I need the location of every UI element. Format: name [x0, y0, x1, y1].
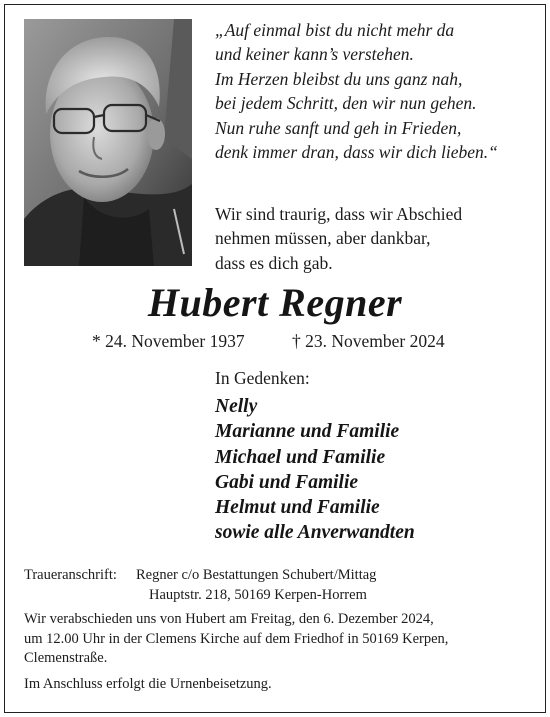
poem-line: Nun ruhe sanft und geh in Frieden, — [215, 117, 462, 138]
mourner-name: sowie alle Anverwandten — [215, 522, 415, 544]
birth-date: * 24. November 1937 — [92, 331, 245, 351]
service-line: Clemenstraße. — [24, 650, 108, 666]
in-memory-label: In Gedenken: — [215, 368, 310, 388]
burial-note: Im Anschluss erfolgt die Urnenbeisetzung. — [24, 676, 272, 692]
address-line: Regner c/o Bestattungen Schubert/Mittag — [136, 567, 377, 583]
farewell-line: dass es dich gab. — [215, 252, 333, 273]
mourner-name: Gabi und Familie — [215, 471, 359, 493]
poem-line: denk immer dran, dass wir dich lieben.“ — [215, 142, 498, 163]
service-details — [24, 610, 448, 669]
death-date: † 23. November 2024 — [292, 331, 445, 351]
poem-line: Im Herzen bleibst du uns ganz nah, — [215, 68, 463, 89]
address-line: Hauptstr. 218, 50169 Kerpen-Horrem — [149, 586, 367, 603]
mourner-name: Nelly — [215, 396, 258, 417]
mourning-address — [136, 566, 376, 605]
deceased-name: Hubert Regner — [147, 280, 403, 325]
mourners-list — [215, 394, 415, 546]
portrait-photo — [24, 19, 192, 266]
mourner-name: Helmut und Familie — [215, 497, 380, 519]
service-line: um 12.00 Uhr in der Clemens Kirche auf dem Friedhof in 50169 Kerpen, — [24, 630, 449, 647]
mourner-name: Michael und Familie — [215, 446, 386, 468]
service-line: Wir verabschieden uns von Hubert am Freitag, den 6. Dezember 2024, — [24, 611, 434, 627]
farewell-text — [215, 202, 462, 275]
poem-line: bei jedem Schritt, den wir nun gehen. — [215, 93, 477, 114]
address-label: Traueranschrift: — [24, 567, 117, 583]
memorial-poem — [215, 18, 498, 164]
poem-line: „Auf einmal bist du nicht mehr da — [215, 20, 455, 40]
farewell-line: Wir sind traurig, dass wir Abschied — [215, 204, 463, 224]
poem-line: und keiner kann’s verstehen. — [215, 44, 414, 65]
farewell-line: nehmen müssen, aber dankbar, — [215, 228, 431, 249]
mourner-name: Marianne und Familie — [215, 421, 400, 443]
